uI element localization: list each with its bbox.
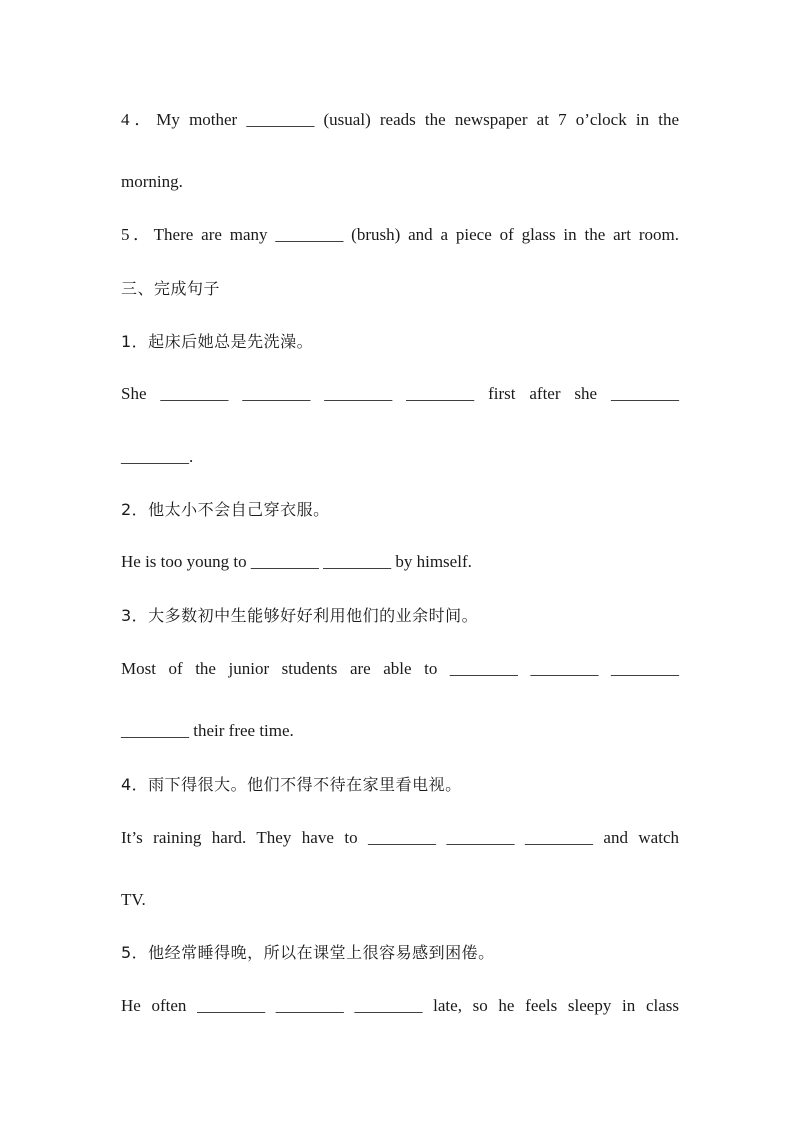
exercise-3-item-3-prompt: 3．大多数初中生能够好好利用他们的业余时间。 <box>121 606 479 625</box>
exercise-3-item-2-sentence: He is too young to ________ ________ by himself. <box>121 552 472 571</box>
exercise-3-item-3-sentence-continued: ________ their free time. <box>121 721 294 740</box>
exercise-2-item-4-continued: morning. <box>121 172 183 191</box>
exercise-3-item-5-sentence: He often ________ ________ ________ late, so he feels sleepy in class <box>121 996 679 1015</box>
exercise-3-item-1-sentence-continued: ________. <box>121 447 194 466</box>
exercise-2-item-4: 4．My mother ________ (usual) reads the newspaper at 7 o’clock in the <box>121 110 679 129</box>
exercise-3-item-1-sentence: She ________ ________ ________ ________ first after she ________ <box>121 384 679 403</box>
section-3-heading: 三、完成句子 <box>121 279 221 298</box>
exercise-3-item-4-sentence-continued: TV. <box>121 890 146 909</box>
exercise-3-item-3-sentence: Most of the junior students are able to ________ ________ ________ <box>121 659 679 678</box>
exercise-3-item-1-prompt: 1．起床后她总是先洗澡。 <box>121 332 314 351</box>
exercise-3-item-4-prompt: 4．雨下得很大。他们不得不待在家里看电视。 <box>121 775 462 794</box>
exercise-2-item-5: 5．There are many ________ (brush) and a piece of glass in the art room. <box>121 225 679 244</box>
exercise-3-item-5-prompt: 5．他经常睡得晚，所以在课堂上很容易感到困倦。 <box>121 943 495 962</box>
exercise-3-item-2-prompt: 2．他太小不会自己穿衣服。 <box>121 500 330 519</box>
exercise-3-item-4-sentence: It’s raining hard. They have to ________ ________ ________ and watch <box>121 828 679 847</box>
